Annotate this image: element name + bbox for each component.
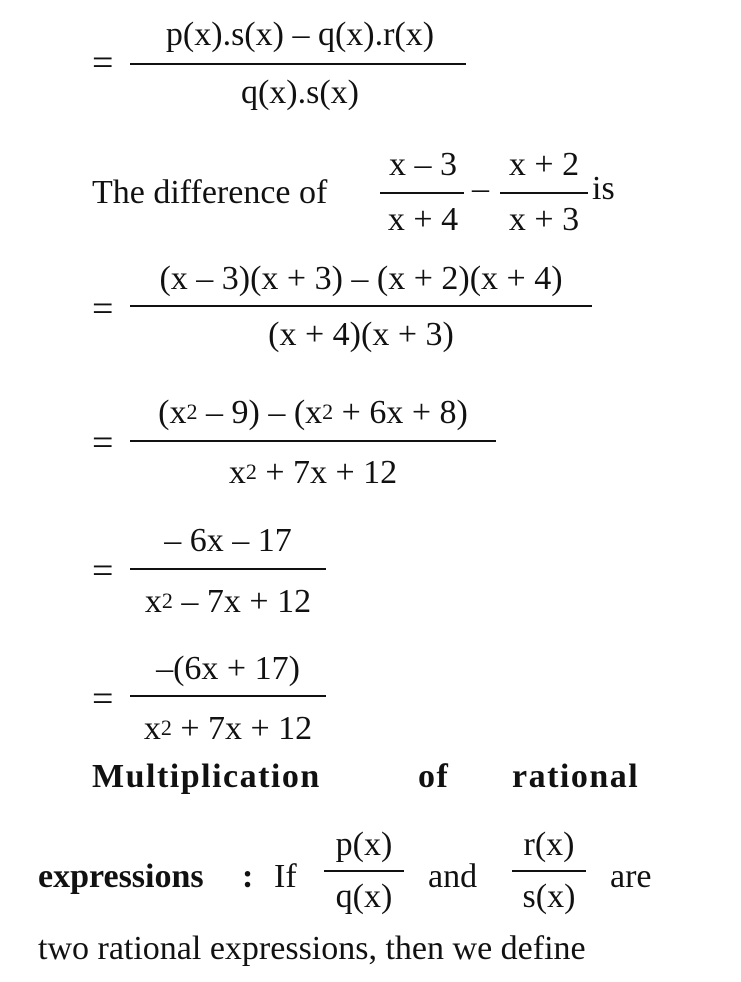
def-frac1-bar — [324, 870, 404, 872]
equals-sign-5: = — [92, 678, 114, 720]
heading-word-rational: rational — [512, 758, 640, 795]
def-frac1-numerator: p(x) — [335, 826, 393, 863]
fraction-1-denominator: q(x).s(x) — [240, 74, 360, 111]
definition-bold-word: expressions — [38, 858, 204, 895]
step4-numerator: –(6x + 17) — [156, 650, 300, 687]
diff-frac2-denominator: x + 3 — [508, 201, 580, 238]
heading-word-multiplication: Multiplication — [92, 758, 321, 795]
difference-prefix: The difference of — [92, 174, 328, 211]
step1-bar — [130, 305, 592, 307]
step3-bar — [130, 568, 326, 570]
diff-frac1-bar — [380, 192, 464, 194]
step4-denominator: $x^2 + 7x + 12$ — [143, 710, 313, 747]
diff-frac1-numerator: x – 3 — [389, 146, 457, 183]
step1-denominator: (x + 4)(x + 3) — [268, 316, 454, 353]
step1-numerator: (x – 3)(x + 3) – (x + 2)(x + 4) — [159, 260, 563, 297]
equals-sign-1: = — [92, 42, 114, 84]
definition-if: If — [274, 858, 297, 895]
diff-frac1-denominator: x + 4 — [387, 201, 459, 238]
step4-bar — [130, 695, 326, 697]
definition-are: are — [610, 858, 652, 895]
step3-numerator: – 6x – 17 — [164, 522, 292, 559]
def-frac2-bar — [512, 870, 586, 872]
step2-denominator: $x^2 + 7x + 12$ — [228, 454, 398, 491]
diff-frac2-numerator: x + 2 — [508, 146, 580, 183]
def-frac2-denominator: s(x) — [522, 878, 576, 915]
equals-sign-2: = — [92, 288, 114, 330]
step2-numerator: $(x^2 - 9) - (x^2 + 6x + 8)$ — [158, 394, 468, 431]
diff-frac2-bar — [500, 192, 588, 194]
closing-sentence: two rational expressions, then we define — [38, 930, 586, 967]
minus-sign: – — [472, 170, 489, 207]
step3-denominator: $x^2 - 7x + 12$ — [144, 583, 312, 620]
heading-word-of: of — [418, 758, 450, 795]
def-frac2-numerator: r(x) — [523, 826, 575, 863]
fraction-1-numerator: p(x).s(x) – q(x).r(x) — [165, 16, 435, 53]
definition-and: and — [428, 858, 478, 895]
equals-sign-4: = — [92, 550, 114, 592]
difference-suffix: is — [592, 170, 615, 207]
equals-sign-3: = — [92, 422, 114, 464]
fraction-1-bar — [130, 63, 466, 65]
step2-bar — [130, 440, 496, 442]
def-frac1-denominator: q(x) — [335, 878, 393, 915]
definition-colon: : — [242, 858, 254, 895]
